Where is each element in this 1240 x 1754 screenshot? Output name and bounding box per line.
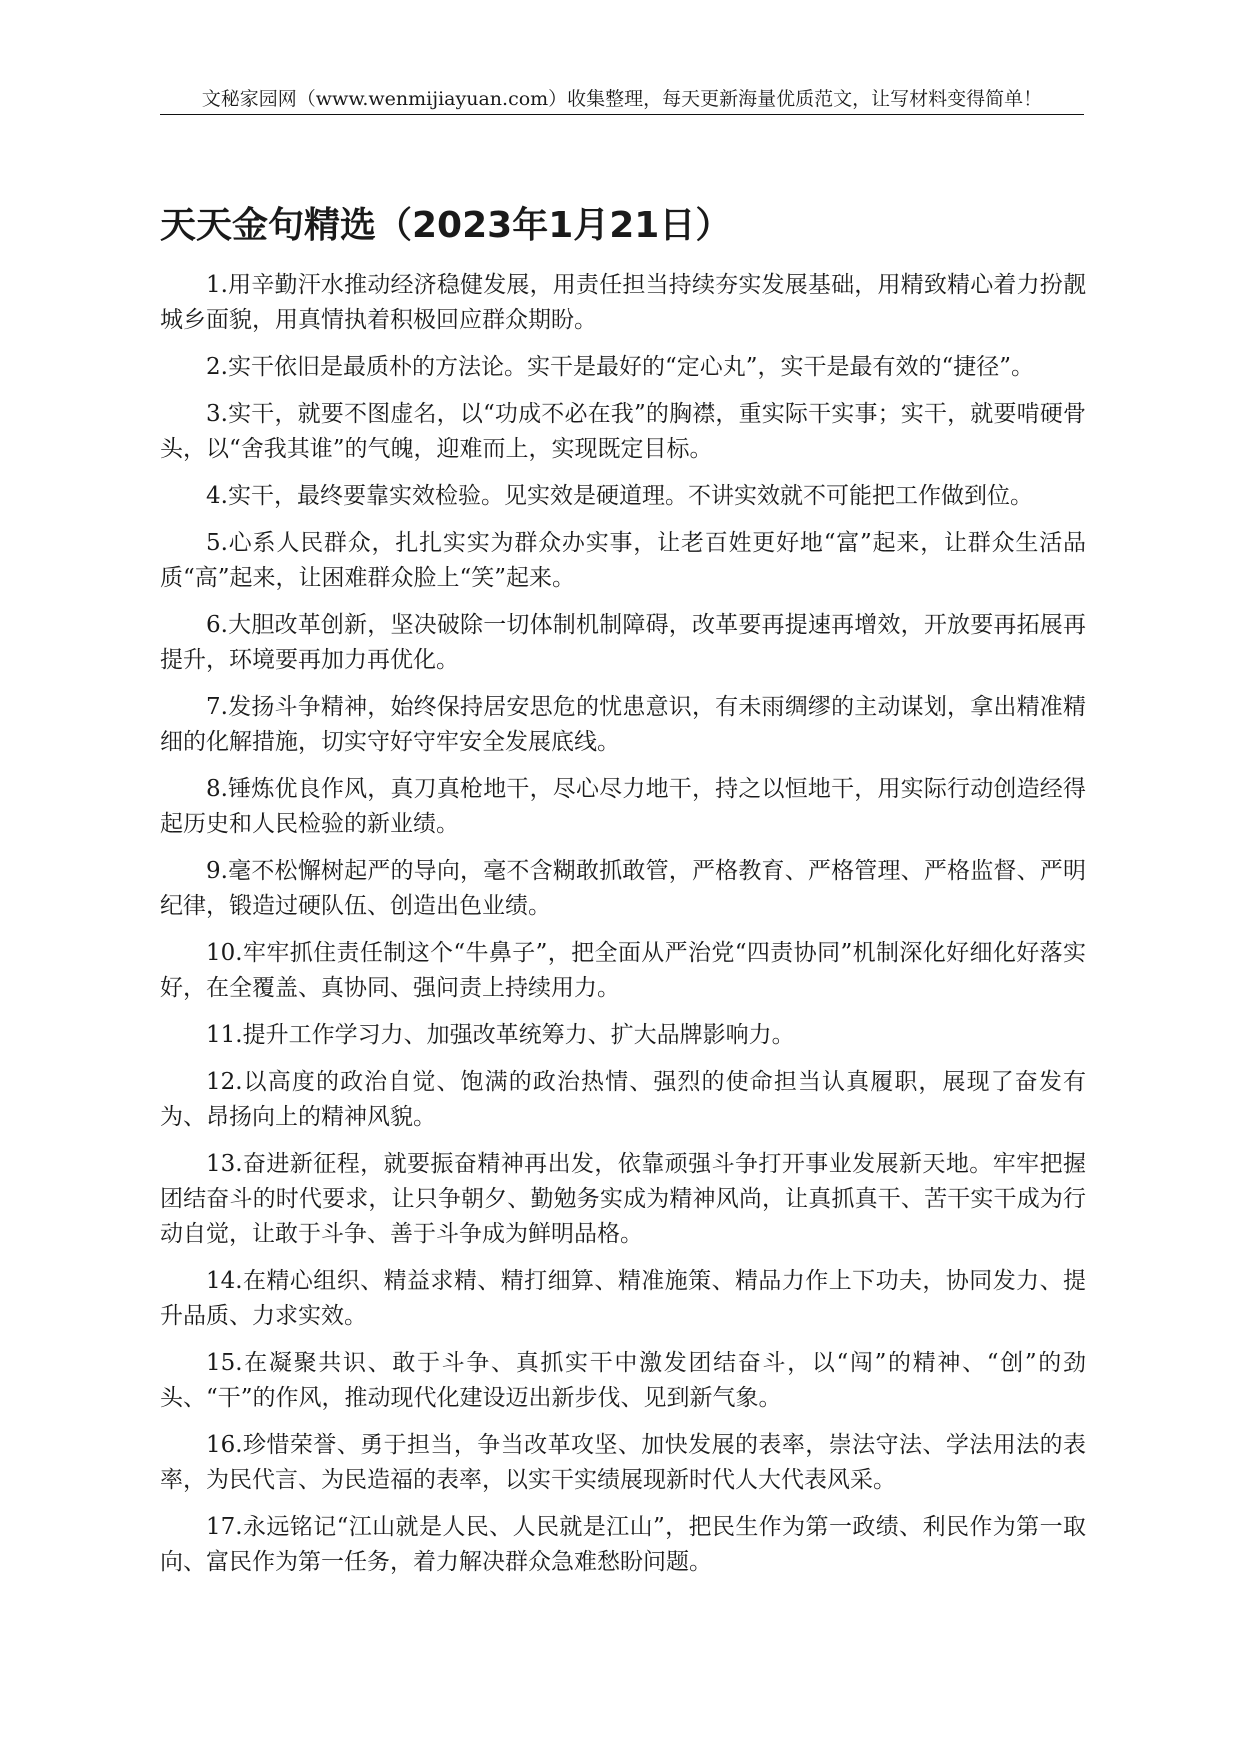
quote-item: 7.发扬斗争精神，始终保持居安思危的忧患意识，有未雨绸缪的主动谋划，拿出精准精细的化解措施，切实守好守牢安全发展底线。: [160, 694, 1086, 755]
quote-item: 10.牢牢抓住责任制这个“牛鼻子”，把全面从严治党“四责协同”机制深化好细化好落实好，在全覆盖、真协同、强问责上持续用力。: [160, 940, 1086, 1001]
quote-item: 14.在精心组织、精益求精、精打细算、精准施策、精品力作上下功夫，协同发力、提升品质、力求实效。: [160, 1268, 1086, 1329]
quote-item: 1.用辛勤汗水推动经济稳健发展，用责任担当持续夯实发展基础，用精致精心着力扮靓城乡面貌，用真情执着积极回应群众期盼。: [160, 272, 1086, 333]
quote-item: 5.心系人民群众，扎扎实实为群众办实事，让老百姓更好地“富”起来，让群众生活品质“高”起来，让困难群众脸上“笑”起来。: [160, 530, 1086, 591]
quote-item: 12.以高度的政治自觉、饱满的政治热情、强烈的使命担当认真履职，展现了奋发有为、昂扬向上的精神风貌。: [160, 1069, 1086, 1130]
quote-item: 3.实干，就要不图虚名，以“功成不必在我”的胸襟，重实际干实事；实干，就要啃硬骨头，以“舍我其谁”的气魄，迎难而上，实现既定目标。: [160, 401, 1086, 462]
quote-item: 2.实干依旧是最质朴的方法论。实干是最好的“定心丸”，实干是最有效的“捷径”。: [206, 354, 1034, 380]
quote-item: 8.锤炼优良作风，真刀真枪地干，尽心尽力地干，持之以恒地干，用实际行动创造经得起历史和人民检验的新业绩。: [160, 776, 1086, 837]
document-title: 天天金句精选（2023年1月21日）: [160, 205, 732, 246]
quote-item: 15.在凝聚共识、敢于斗争、真抓实干中激发团结奋斗，以“闯”的精神、“创”的劲头、“干”的作风，推动现代化建设迈出新步伐、见到新气象。: [160, 1350, 1086, 1411]
quote-item: 13.奋进新征程，就要振奋精神再出发，依靠顽强斗争打开事业发展新天地。牢牢把握团结奋斗的时代要求，让只争朝夕、勤勉务实成为精神风尚，让真抓真干、苦干实干成为行动自觉，让敢于斗争、善于斗争成为鲜明品格。: [160, 1151, 1086, 1247]
quote-item: 6.大胆改革创新，坚决破除一切体制机制障碍，改革要再提速再增效，开放要再拓展再提升，环境要再加力再优化。: [160, 612, 1086, 673]
quote-item: 11.提升工作学习力、加强改革统筹力、扩大品牌影响力。: [206, 1022, 795, 1048]
quote-item: 9.毫不松懈树起严的导向，毫不含糊敢抓敢管，严格教育、严格管理、严格监督、严明纪律，锻造过硬队伍、创造出色业绩。: [160, 858, 1086, 919]
quote-item: 4.实干，最终要靠实效检验。见实效是硬道理。不讲实效就不可能把工作做到位。: [206, 483, 1033, 509]
quote-list: [160, 268, 1086, 1592]
header-note: 文秘家园网（www.wenmijiayuan.com）收集整理，每天更新海量优质范文，让写材料变得简单！: [160, 86, 1084, 115]
quote-item: 17.永远铭记“江山就是人民、人民就是江山”，把民生作为第一政绩、利民作为第一取向、富民作为第一任务，着力解决群众急难愁盼问题。: [160, 1514, 1086, 1575]
quote-item: 16.珍惜荣誉、勇于担当，争当改革攻坚、加快发展的表率，崇法守法、学法用法的表率，为民代言、为民造福的表率，以实干实绩展现新时代人大代表风采。: [160, 1432, 1086, 1493]
